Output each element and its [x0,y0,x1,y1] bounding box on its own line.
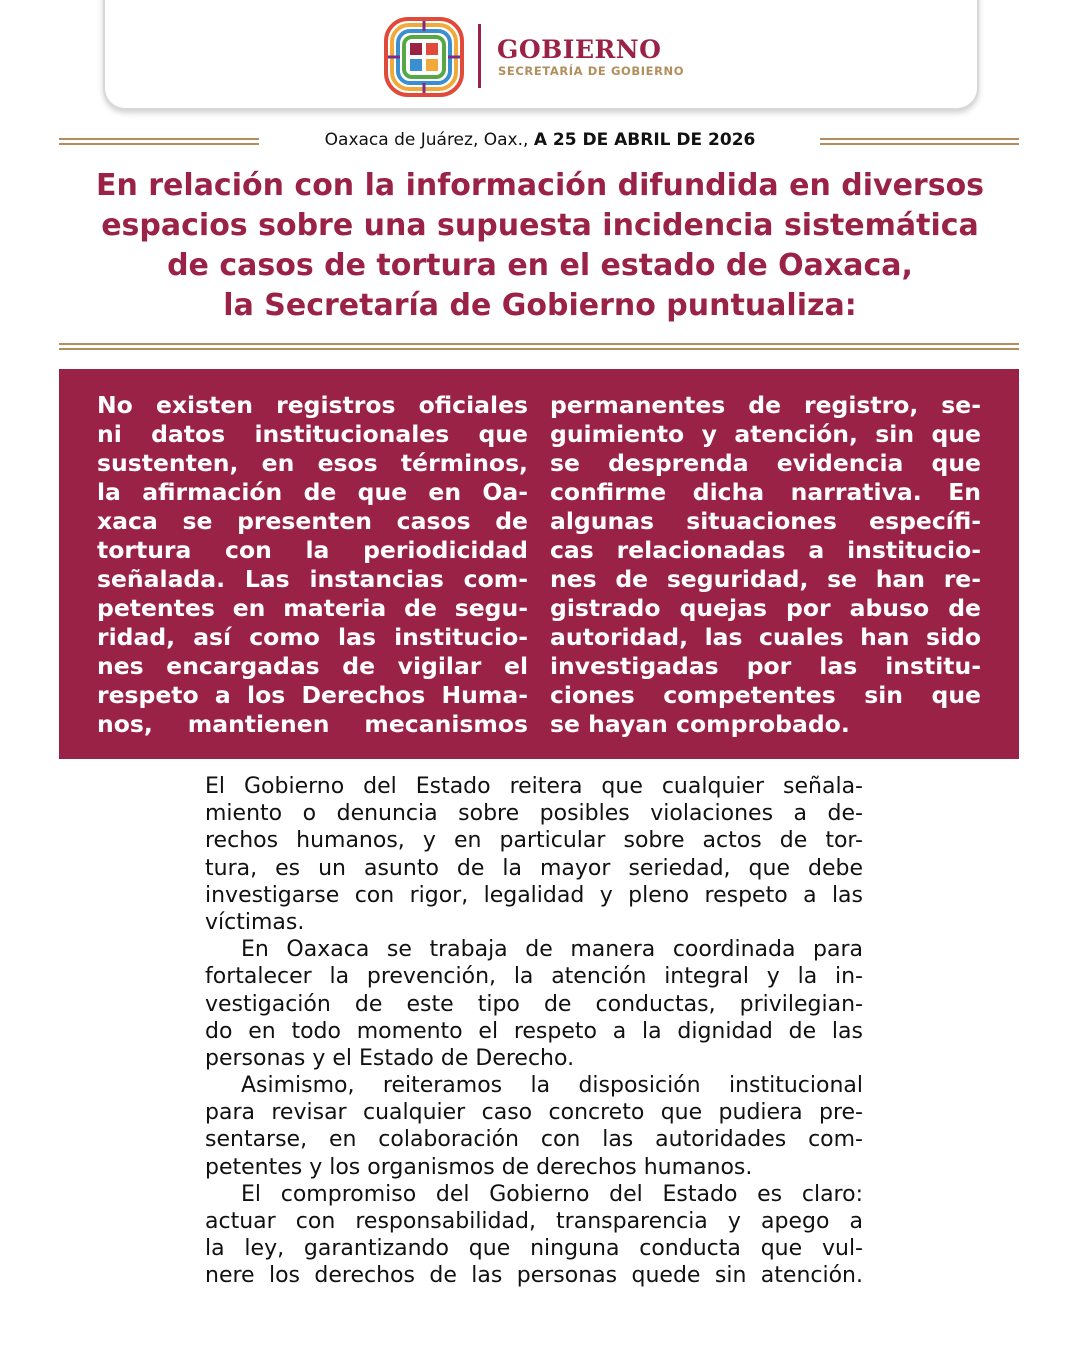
page-title [40,166,1040,326]
body-text [205,773,863,1290]
body-line: Asimismo, reiteramos la disposición institucional [241,1073,863,1099]
logo-title: GOBIERNO [497,35,662,64]
body-line: actuar con responsabilidad, transparencia y apego a [205,1209,863,1234]
highlight-line: nes encargadas de vigilar el [97,652,528,680]
body-line: investigarse con rigor, legalidad y pleno respeto a las [205,882,863,908]
highlight-line: señalada. Las instancias com- [97,565,528,593]
highlight-line: respeto a los Derechos Huma- [97,681,528,709]
highlight-line: tortura con la periodicidad [97,536,528,564]
body-line: la ley, garantizando que ninguna conducta que vul- [205,1236,863,1262]
oaxaca-emblem-icon [384,17,464,97]
highlight-line: algunas situaciones específi- [550,507,981,535]
body-line: sentarse, en colaboración con las autoridades com- [205,1127,863,1153]
headline-line: espacios sobre una supuesta incidencia sistemática [101,208,979,243]
highlight-column-right [550,391,981,739]
body-line: El compromiso del Gobierno del Estado es claro: [241,1181,863,1207]
highlight-line: se hayan comprobado. [550,710,850,738]
highlight-line: se desprenda evidencia que [550,449,981,477]
highlight-line: sustenten, en esos términos, [97,449,528,477]
dateline-rule-right [820,138,1019,145]
highlight-line: autoridad, las cuales han sido [550,623,981,651]
highlight-line: la afirmación de que en Oa- [97,478,528,506]
headline-rule [59,343,1019,350]
highlight-line: cas relacionadas a institucio- [550,536,981,564]
highlight-line: confirme dicha narrativa. En [550,478,981,506]
logo-divider [478,24,481,88]
logo-subtitle: SECRETARÍA DE GOBIERNO [498,64,685,78]
body-line: miento o denuncia sobre posibles violaciones a de- [205,801,863,827]
highlight-line: petentes en materia de segu- [97,594,528,622]
highlight-box [59,369,1019,759]
body-line: para revisar cualquier caso concreto que pudiera pre- [205,1100,863,1126]
highlight-line: xaca se presenten casos de [97,507,528,535]
body-line: petentes y los organismos de derechos humanos. [205,1154,753,1180]
highlight-column-left [97,391,528,739]
highlight-line: investigadas por las institu- [550,652,981,680]
highlight-line: permanentes de registro, se- [550,391,981,419]
body-line: rechos humanos, y en particular sobre actos de tor- [205,828,863,854]
headline-line: En relación con la información difundida en diversos [95,168,985,203]
highlight-line: nes de seguridad, se han re- [550,565,981,593]
body-line: tura, es un asunto de la mayor seriedad, que debe [205,855,863,881]
body-line: personas y el Estado de Derecho. [205,1045,575,1071]
dateline [262,130,818,150]
dateline-date: A 25 DE ABRIL DE 2026 [533,130,756,150]
highlight-line: guimiento y atención, sin que [550,420,981,448]
highlight-line: ni datos institucionales que [97,420,528,448]
highlight-line: ciones competentes sin que [550,681,981,709]
body-line: En Oaxaca se trabaja de manera coordinada para [241,937,863,963]
body-line: nere los derechos de las personas quede sin atención. [205,1263,863,1289]
headline-line: de casos de tortura en el estado de Oaxaca, [167,248,913,283]
highlight-line: nos, mantienen mecanismos [97,710,528,738]
dateline-place: Oaxaca de Juárez, Oax., [324,130,529,150]
highlight-line: ridad, así como las institucio- [97,623,528,651]
body-line: El Gobierno del Estado reitera que cualquier señala- [205,774,863,799]
body-line: do en todo momento el respeto a la dignidad de las [205,1018,863,1044]
highlight-line: No existen registros oficiales [97,391,528,419]
dateline-rule-left [59,138,259,145]
highlight-line: gistrado quejas por abuso de [550,594,981,622]
body-line: víctimas. [205,909,305,935]
headline-line: la Secretaría de Gobierno puntualiza: [223,288,857,323]
body-line: fortalecer la prevención, la atención integral y la in- [205,964,863,990]
body-line: vestigación de este tipo de conductas, privilegian- [205,991,863,1017]
